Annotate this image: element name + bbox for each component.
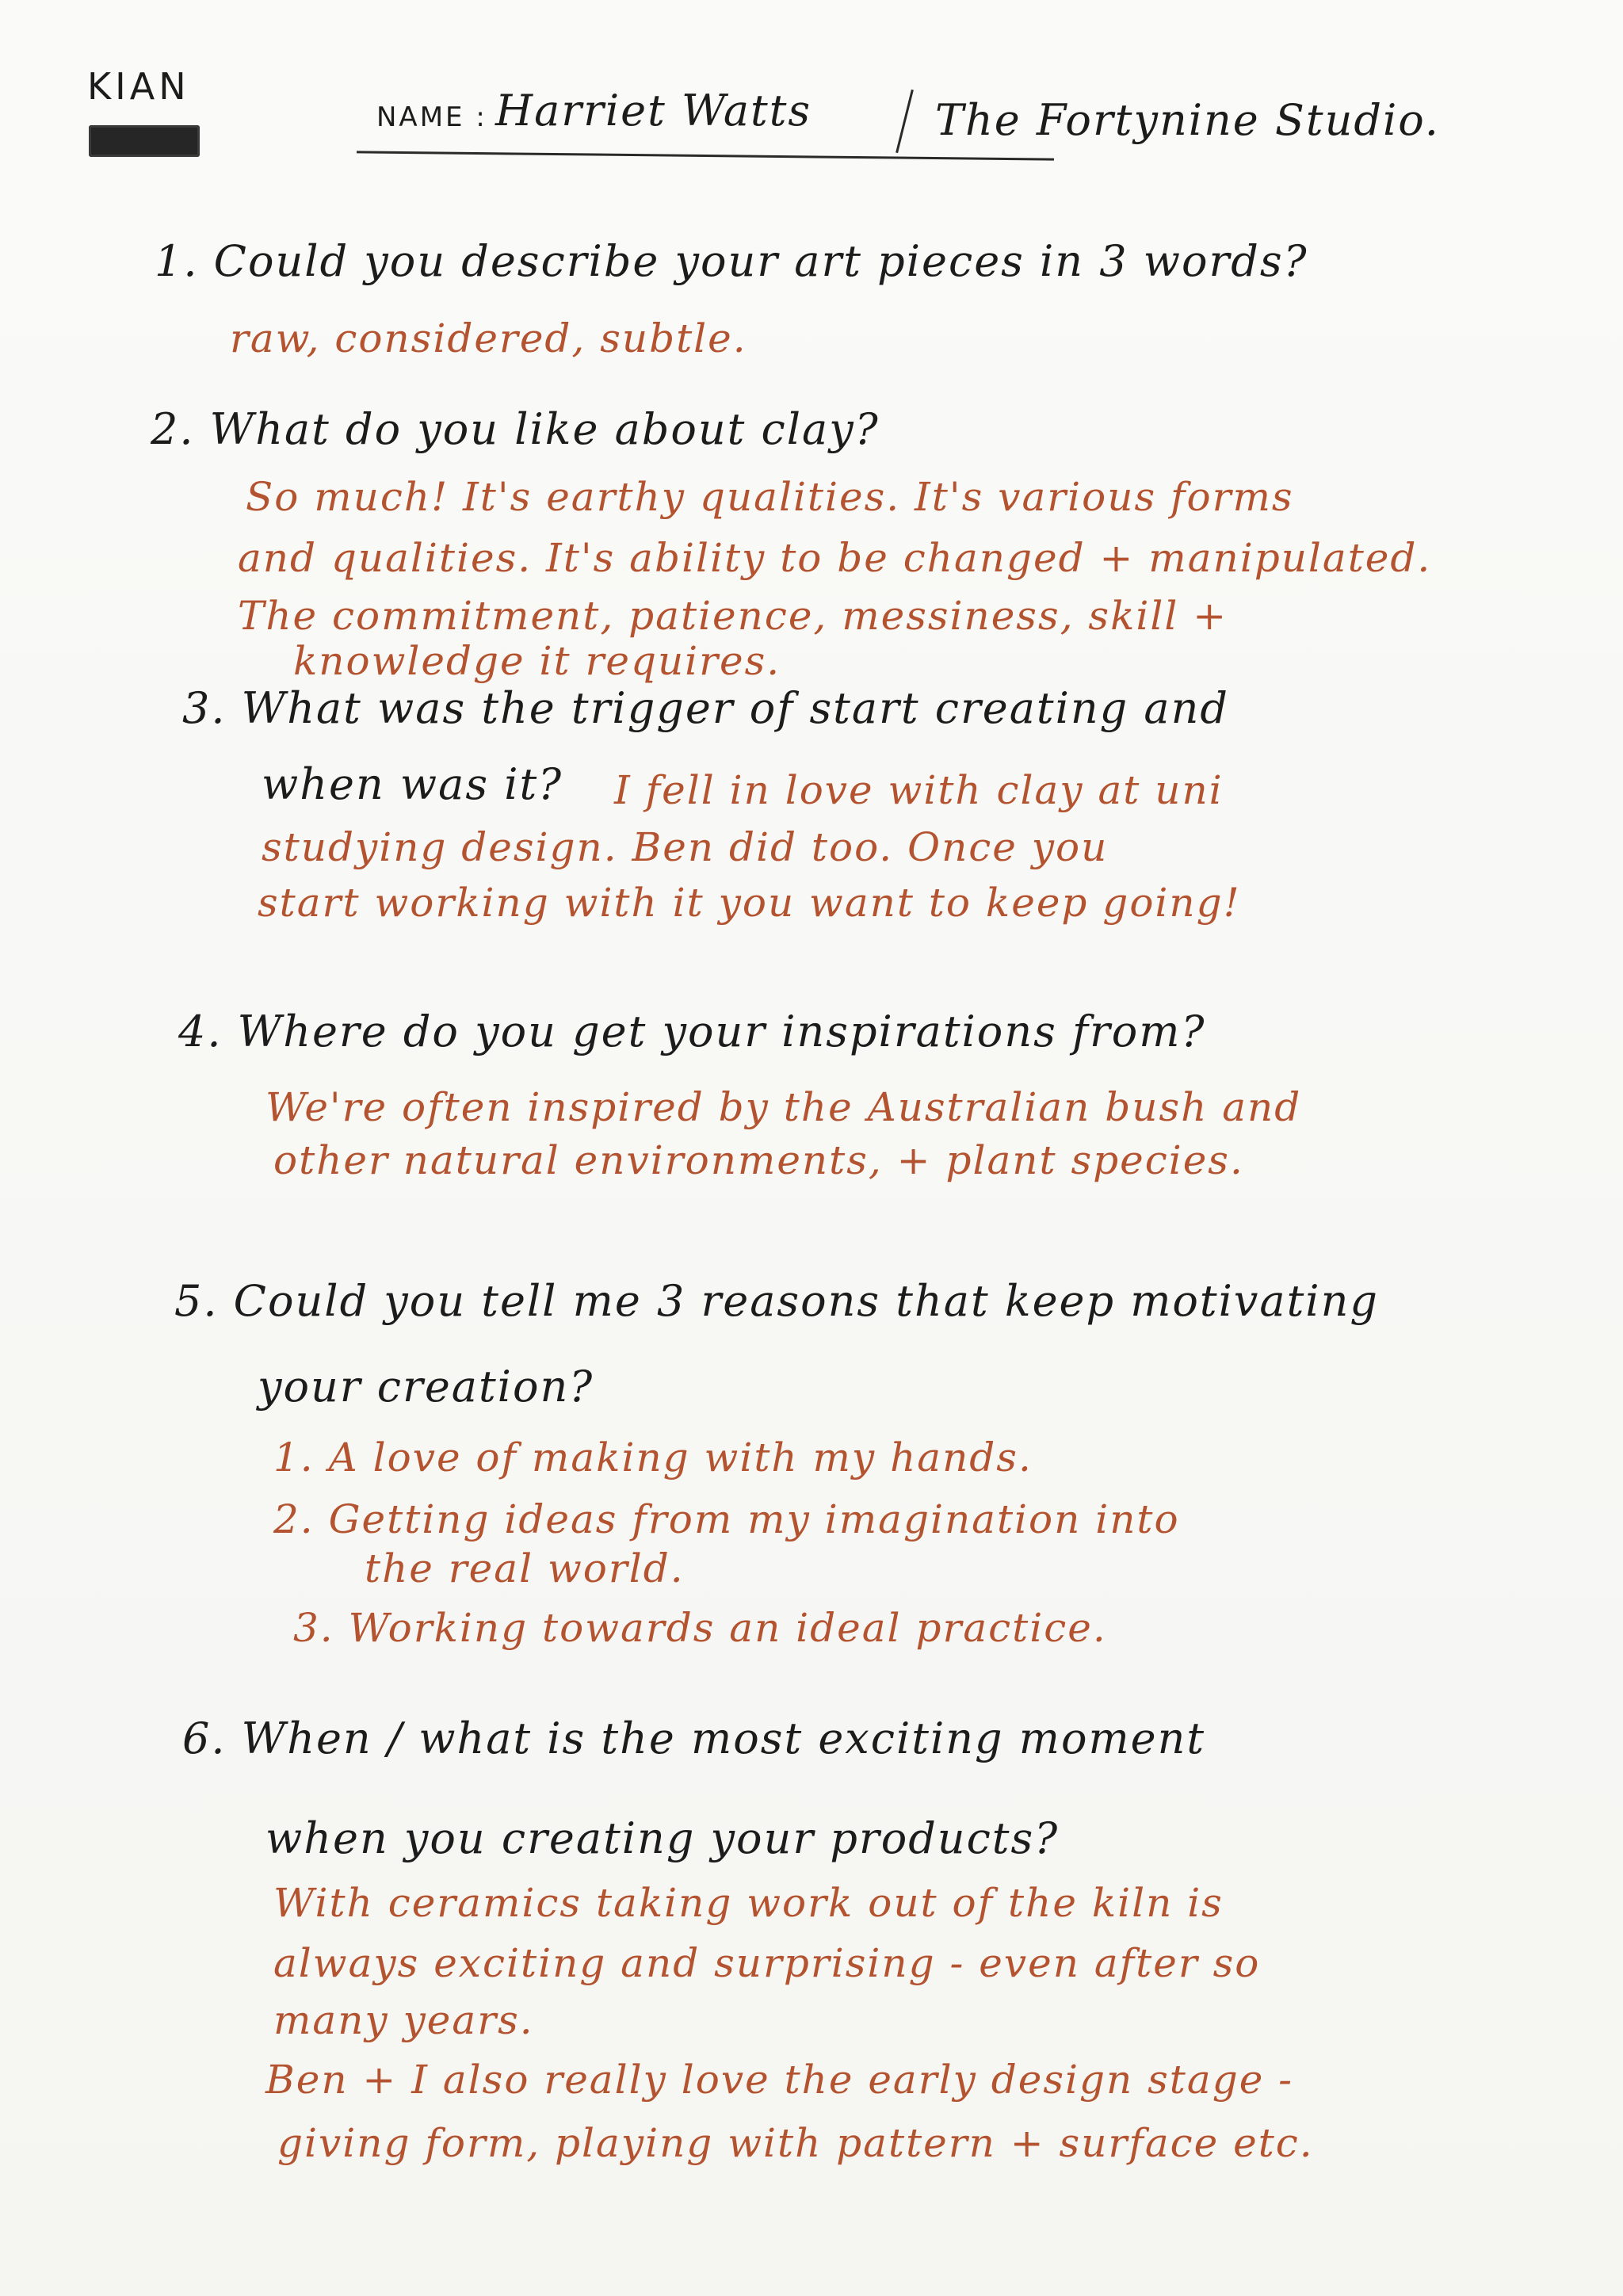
question-6-line-1: 6. When / what is the most exciting moment [182, 1713, 1206, 1763]
answer-6-line-3: many years. [273, 1997, 534, 2043]
question-6-line-2: when you creating your products? [265, 1813, 1060, 1863]
answer-1-line-1: raw, considered, subtle. [230, 315, 747, 361]
question-3-line-1: 3. What was the trigger of start creating and [182, 683, 1229, 733]
answer-6-line-1: With ceramics taking work out of the kiln is [273, 1880, 1224, 1926]
name-value: Harriet Watts [495, 86, 812, 136]
name-underline [357, 151, 1054, 160]
answer-4-line-1: We're often inspired by the Australian bush and [265, 1084, 1302, 1130]
question-4: 4. Where do you get your inspirations from? [178, 1007, 1206, 1056]
answer-6-line-4: Ben + I also really love the early design stage - [265, 2057, 1294, 2103]
question-5-line-2: your creation? [258, 1362, 594, 1412]
answer-6-line-2: always exciting and surprising - even after so [273, 1940, 1261, 1986]
corner-label: KIAN [87, 65, 190, 108]
answer-3-line-2: studying design. Ben did too. Once you [262, 824, 1109, 870]
answer-3-line-3: start working with it you want to keep going! [258, 880, 1241, 926]
answer-4-line-2: other natural environments, + plant species. [273, 1137, 1244, 1183]
answer-6-line-5: giving form, playing with pattern + surface etc. [277, 2120, 1314, 2166]
answer-5-line-2: 2. Getting ideas from my imagination into [273, 1496, 1180, 1542]
answer-2-line-4: knowledge it requires. [293, 638, 781, 684]
question-5-line-1: 5. Could you tell me 3 reasons that keep motivating [174, 1276, 1379, 1326]
answer-2-line-3: The commitment, patience, messiness, skill + [238, 593, 1228, 639]
answer-5-line-1: 1. A love of making with my hands. [273, 1435, 1033, 1480]
answer-2-line-2: and qualities. It's ability to be changed + manipulated. [238, 535, 1432, 581]
answer-5-line-3: the real world. [365, 1545, 685, 1591]
answer-5-line-4: 3. Working towards an ideal practice. [293, 1605, 1107, 1651]
name-separator-slash [896, 90, 914, 153]
question-1: 1. Could you describe your art pieces in 3 words? [155, 236, 1308, 286]
redaction-mark [89, 125, 200, 157]
name-label: NAME : [376, 101, 487, 133]
studio-value: The Fortynine Studio. [935, 95, 1440, 145]
answer-2-line-1: So much! It's earthy qualities. It's various forms [246, 474, 1294, 520]
question-3-line-2: when was it? [262, 759, 563, 809]
answer-3-line-1: I fell in love with clay at uni [614, 767, 1224, 813]
question-2: 2. What do you like about clay? [151, 404, 880, 454]
